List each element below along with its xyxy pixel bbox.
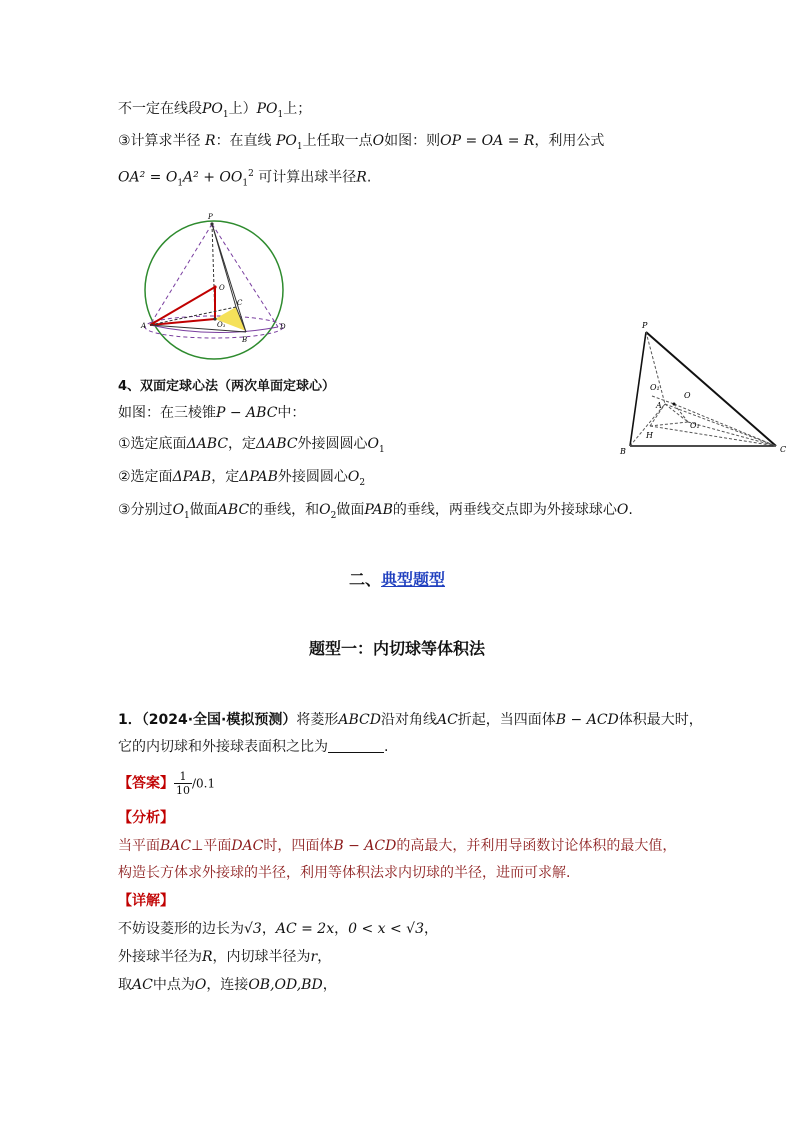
text-span: 取 xyxy=(118,977,132,993)
subscript: 1 xyxy=(242,178,249,189)
subscript: 2 xyxy=(359,477,366,488)
math: ΔPAB xyxy=(172,469,212,485)
answer-label: 【答案】 xyxy=(118,775,174,792)
question-source: （2024·全国·模拟预测） xyxy=(141,712,297,728)
math: √3 xyxy=(244,921,262,937)
math: PAB xyxy=(364,502,393,518)
text-span: 如图：在三棱锥 xyxy=(118,405,216,421)
answer-fraction xyxy=(174,770,192,797)
segment-ao1 xyxy=(665,404,688,422)
text-span: ， xyxy=(334,921,349,937)
label-h: H xyxy=(646,431,653,440)
math: O xyxy=(616,502,629,518)
text-span: ：在直线 xyxy=(215,133,272,149)
text-span: 不一定在线段 xyxy=(118,101,202,117)
math: AC = 2x xyxy=(275,921,335,937)
text-span: 可计算出球半径 xyxy=(258,169,357,186)
label-d: D xyxy=(280,323,286,331)
math: P − ABC xyxy=(216,405,278,421)
math: O xyxy=(347,469,360,485)
subscript: 1 xyxy=(277,109,284,120)
detail-line-3 xyxy=(118,975,337,995)
detail-line-2 xyxy=(118,947,331,967)
text-span: 做面 xyxy=(336,502,365,518)
math: O xyxy=(194,977,207,993)
section-4-heading: 4、双面定球心法（两次单面定球心） xyxy=(118,379,336,394)
section-title-link[interactable]: 典型题型 xyxy=(381,570,446,589)
text-span: 上； xyxy=(283,101,312,117)
answer-blank[interactable] xyxy=(328,738,384,753)
label-c: C xyxy=(780,445,787,454)
text-line-3 xyxy=(118,164,371,193)
label-o1: O₁ xyxy=(217,321,226,329)
subscript: 1 xyxy=(379,444,385,455)
label-o: O xyxy=(684,391,691,400)
label-b: B xyxy=(242,336,248,344)
math: ΔPAB xyxy=(239,469,278,485)
math: O xyxy=(172,502,185,518)
subscript: 1 xyxy=(184,510,190,521)
analysis-line-2: 构造长方体求外接球的半径，利用等体积法求内切球的半径，进而可求解. xyxy=(118,865,571,881)
label-b: B xyxy=(620,447,626,456)
text-span: ， xyxy=(322,977,337,993)
text-span: ③分别过 xyxy=(118,502,173,518)
text-span: 外接圆圆心 xyxy=(277,469,348,485)
text-span: 中： xyxy=(277,405,306,421)
math-o: O xyxy=(372,133,385,149)
text-span: 不妨设菱形的边长为 xyxy=(118,921,244,937)
edge-ab xyxy=(150,325,246,332)
math: ΔABC xyxy=(256,436,298,452)
text-span: ，定 xyxy=(228,436,257,452)
math-r: R xyxy=(356,169,367,186)
math-po1: PO xyxy=(256,101,278,117)
text-span: 体积最大时， xyxy=(618,712,703,728)
text-span: 它的内切球和外接球表面积之比为 xyxy=(118,739,328,755)
math: r xyxy=(310,949,318,965)
text-span: . xyxy=(384,739,389,755)
math: AC xyxy=(436,712,458,728)
math-equation: OP = OA = R xyxy=(440,133,535,149)
math: O xyxy=(319,502,331,518)
s4-line-3 xyxy=(118,467,365,493)
analysis-label: 【分析】 xyxy=(118,810,174,826)
text-span: ②选定面 xyxy=(118,469,173,485)
math: OB,OD,BD xyxy=(248,977,323,993)
text-span: ，连接 xyxy=(206,977,249,993)
math-formula: A² + OO xyxy=(183,169,243,186)
subscript: 1 xyxy=(222,109,229,120)
label-p: P xyxy=(642,321,648,330)
text-span: ①选定底面 xyxy=(118,436,187,452)
edge-pd xyxy=(212,224,278,327)
label-o1-upper: O₁ xyxy=(650,383,660,392)
fraction-numerator: 1 xyxy=(174,770,192,784)
text-span: 上） xyxy=(228,101,257,117)
math: B − ACD xyxy=(555,712,619,728)
text-span: 外接圆圆心 xyxy=(297,436,368,452)
label-c: C xyxy=(237,299,243,307)
math: 0 < x < √3 xyxy=(348,921,424,937)
subscript: 1 xyxy=(296,141,303,152)
edge-pa xyxy=(150,224,212,325)
math: B − ACD xyxy=(333,838,397,854)
math: ABCD xyxy=(338,712,381,728)
label-p: P xyxy=(208,213,213,221)
question-1-line-1 xyxy=(118,710,703,730)
math-po1: PO xyxy=(202,101,223,117)
text-line-1 xyxy=(118,99,311,125)
text-span: 折起，当四面体 xyxy=(457,712,556,728)
s4-line-2 xyxy=(118,434,385,460)
s4-line-4 xyxy=(118,500,633,526)
answer-line xyxy=(118,770,215,797)
math: O xyxy=(367,436,380,452)
math: ΔABC xyxy=(186,436,229,452)
math: ABC xyxy=(217,502,250,518)
label-a: A xyxy=(141,322,147,330)
subscript: 2 xyxy=(330,510,337,521)
section-title-prefix: 二、 xyxy=(348,570,381,589)
text-span: 将菱形 xyxy=(296,712,339,728)
text-span: 当平面 xyxy=(118,838,160,854)
text-span: ，内切球半径为 xyxy=(212,949,311,965)
text-span: . xyxy=(628,502,633,518)
text-span: 时，四面体 xyxy=(263,838,334,854)
subscript: 1 xyxy=(177,178,184,189)
edge-ac xyxy=(665,404,776,446)
text-span: . xyxy=(366,169,372,186)
text-span: 沿对角线 xyxy=(380,712,437,728)
text-span: ，定 xyxy=(211,469,240,485)
sphere-pyramid-figure xyxy=(138,208,298,360)
s4-line-1 xyxy=(118,403,305,423)
math: AC xyxy=(132,977,153,993)
text-span: 上任取一点 xyxy=(302,133,373,149)
label-o: O xyxy=(219,284,225,292)
text-span: 的垂线，和 xyxy=(249,502,320,518)
label-o1-lower: O₁ xyxy=(690,421,700,430)
math-po1: PO xyxy=(276,133,297,149)
segment-ho1 xyxy=(650,422,688,426)
text-span: ， xyxy=(424,921,438,937)
text-line-2 xyxy=(118,131,604,157)
text-span: 做面 xyxy=(189,502,218,518)
section-title xyxy=(0,567,794,590)
text-span: 的高最大，并利用导函数讨论体积的最大值， xyxy=(396,838,677,854)
detail-label: 【详解】 xyxy=(118,893,174,909)
type-title: 题型一：内切球等体积法 xyxy=(308,639,485,658)
question-number: 1． xyxy=(118,712,142,728)
edge-pa xyxy=(646,332,665,404)
text-span: ， xyxy=(261,921,276,937)
detail-line-1 xyxy=(118,919,438,939)
tetrahedron-figure xyxy=(612,314,790,460)
label-a: A xyxy=(656,401,662,410)
text-span: 的垂线，两垂线交点即为外接球球心 xyxy=(392,502,617,518)
text-span: 如图：则 xyxy=(384,133,441,149)
text-span: 中点为 xyxy=(152,977,195,993)
text-span: ⊥平面 xyxy=(191,838,232,854)
text-span: ，利用公式 xyxy=(534,133,605,149)
text-span: ， xyxy=(317,949,332,965)
math-formula: OA² = O xyxy=(118,169,178,186)
analysis-line-1 xyxy=(118,836,676,856)
math: R xyxy=(202,949,213,965)
math-r: R xyxy=(205,133,216,149)
superscript: 2 xyxy=(248,169,254,179)
question-1-line-2 xyxy=(118,737,388,757)
answer-alt: /0.1 xyxy=(192,776,216,791)
math: DAC xyxy=(231,838,264,854)
text-span: ③计算求半径 xyxy=(118,133,201,149)
fraction-denominator: 10 xyxy=(176,784,190,797)
math: BAC xyxy=(160,838,192,854)
text-span: 外接球半径为 xyxy=(118,949,202,965)
